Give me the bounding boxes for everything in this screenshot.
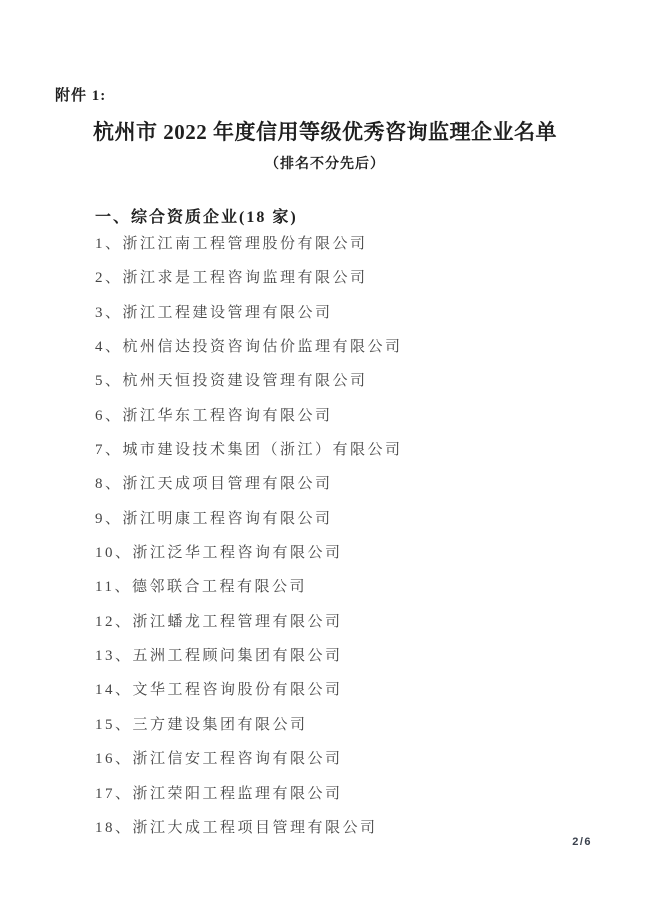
item-number: 11、: [95, 579, 132, 596]
company-name: 浙江大成工程项目管理有限公司: [132, 819, 378, 836]
company-name: 浙江明康工程咨询有限公司: [122, 510, 333, 527]
company-name: 文华工程咨询股份有限公司: [132, 682, 343, 699]
list-item: [95, 673, 615, 707]
company-name: 三方建设集团有限公司: [132, 716, 308, 733]
item-number: 14、: [95, 682, 133, 699]
page-subtitle: （排名不分先后）: [265, 157, 385, 172]
list-item: [95, 399, 615, 433]
list-item: [95, 227, 615, 261]
list-item: [95, 467, 615, 501]
item-number: 2、: [95, 270, 123, 287]
item-number: 4、: [95, 339, 123, 356]
item-number: 5、: [95, 373, 123, 390]
company-name: 浙江信安工程咨询有限公司: [132, 751, 343, 768]
company-name: 杭州信达投资咨询估价监理有限公司: [122, 339, 403, 356]
company-name: 浙江荣阳工程监理有限公司: [132, 785, 343, 802]
item-number: 16、: [95, 751, 133, 768]
company-name: 浙江华东工程咨询有限公司: [122, 407, 333, 424]
page-title: 杭州市 2022 年度信用等级优秀咨询监理企业名单: [93, 120, 557, 144]
list-item: [95, 811, 615, 845]
company-name: 五洲工程顾问集团有限公司: [132, 648, 343, 665]
company-name: 浙江蟠龙工程管理有限公司: [132, 613, 343, 630]
company-name: 德邻联合工程有限公司: [131, 579, 307, 596]
item-number: 9、: [95, 510, 123, 527]
list-item: [95, 742, 615, 776]
list-item: [95, 364, 615, 398]
list-item: [95, 502, 615, 536]
list-item: [95, 433, 615, 467]
item-number: 15、: [95, 716, 133, 733]
list-item: [95, 605, 615, 639]
section-heading: 一、综合资质企业(18 家): [95, 209, 298, 226]
company-name: 浙江泛华工程咨询有限公司: [132, 545, 343, 562]
list-item: [95, 330, 615, 364]
company-name: 浙江江南工程管理股份有限公司: [122, 236, 368, 252]
company-name: 浙江求是工程咨询监理有限公司: [122, 270, 368, 287]
page-number: 2/6: [572, 836, 592, 848]
item-number: 12、: [95, 613, 133, 630]
list-item: [95, 536, 615, 570]
company-name: 城市建设技术集团（浙江）有限公司: [122, 442, 403, 459]
attachment-label: 附件 1:: [55, 88, 107, 104]
item-number: 10、: [95, 545, 133, 562]
company-list: [95, 227, 615, 845]
list-item: [95, 570, 615, 604]
list-item: [95, 296, 615, 330]
item-number: 7、: [95, 442, 123, 459]
company-name: 杭州天恒投资建设管理有限公司: [122, 373, 368, 390]
company-name: 浙江天成项目管理有限公司: [122, 476, 333, 493]
list-item: [95, 639, 615, 673]
item-number: 13、: [95, 648, 133, 665]
item-number: 1、: [95, 236, 123, 252]
item-number: 18、: [95, 819, 133, 836]
list-item: [95, 777, 615, 811]
item-number: 17、: [95, 785, 133, 802]
list-item: [95, 261, 615, 295]
list-item: [95, 708, 615, 742]
company-name: 浙江工程建设管理有限公司: [122, 304, 333, 321]
item-number: 6、: [95, 407, 123, 424]
item-number: 3、: [95, 304, 123, 321]
item-number: 8、: [95, 476, 123, 493]
